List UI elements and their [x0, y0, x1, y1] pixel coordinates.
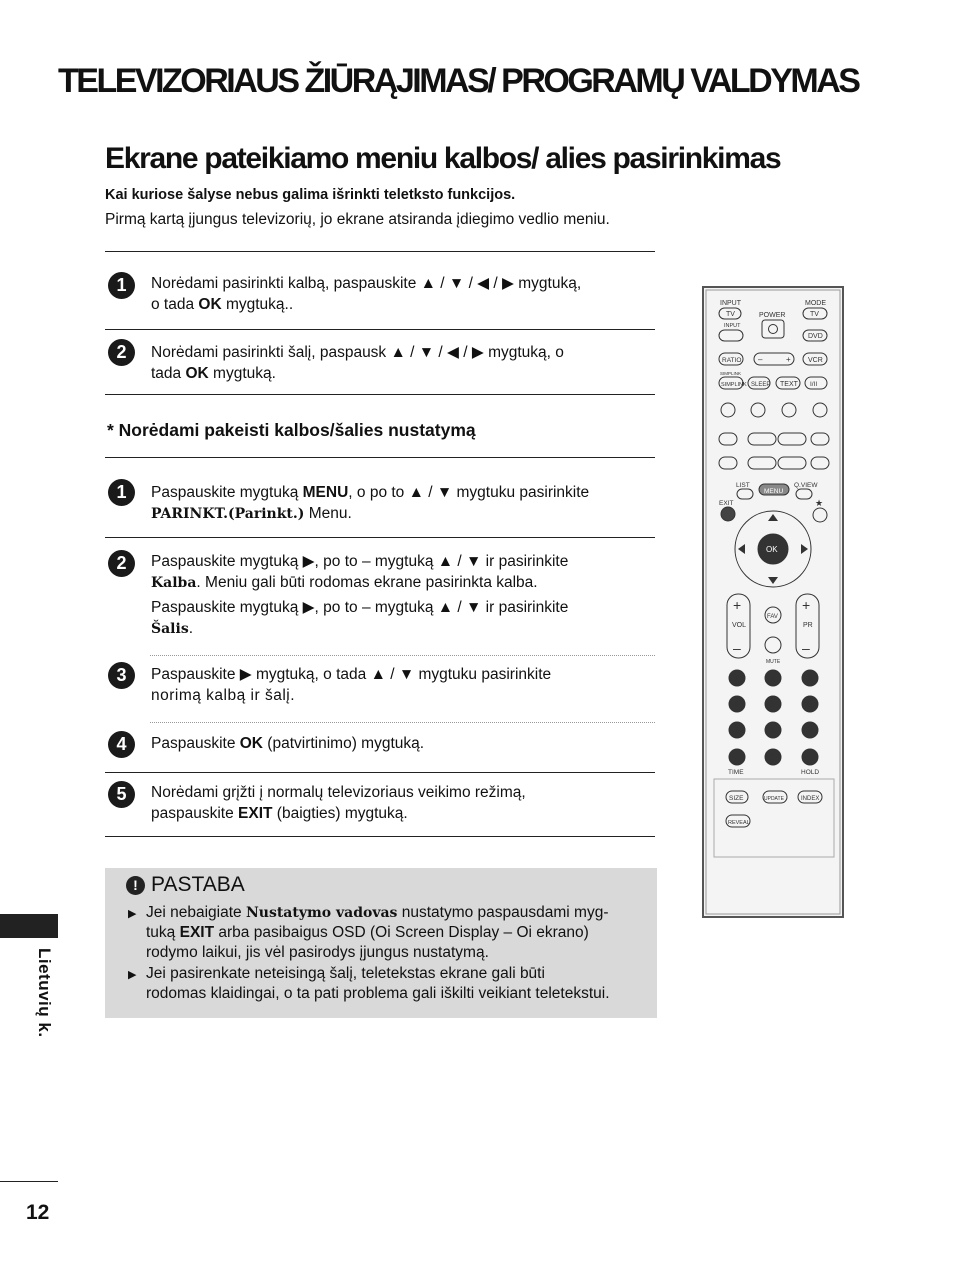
svg-text:EXIT: EXIT [719, 500, 734, 507]
step-number: 1 [108, 272, 135, 299]
svg-text:I/II: I/II [810, 381, 818, 388]
svg-text:RATIO: RATIO [722, 357, 742, 364]
step-3-text: Paspauskite ▶ mygtuką, o tada ▲ / ▼ mygtuku pasirinkite norimą kalbą ir šalį. [151, 666, 552, 704]
svg-text:9: 9 [807, 725, 813, 735]
triangle-bullet-icon: ▶ [128, 908, 137, 920]
divider [105, 394, 655, 395]
step-1-text: Paspauskite mygtuką MENU, o po to ▲ / ▼ mygtuku pasirinkite PARINKT.(Parinkt.) Menu. [151, 484, 590, 522]
step-number: 1 [108, 479, 135, 506]
step-2-text: Paspauskite mygtuką ▶, po to – mygtuką ▲ / ▼ ir pasirinkite Kalba. Meniu gali būti rodomas ekrane pasirinkta kalba. Paspauskite mygtuką ▶, po to – mygtuką ▲ / ▼ ir pasirinkite Šalis. [151, 553, 569, 637]
divider [105, 251, 655, 252]
divider [105, 329, 655, 330]
svg-text:–: – [802, 640, 810, 656]
step-number: 2 [108, 550, 135, 577]
svg-text:–: – [758, 355, 763, 364]
first-step-1-text: Norėdami pasirinkti kalbą, paspauskite ▲ / ▼ / ◀ / ▶ mygtuką, o tada OK mygtuką.. [151, 275, 582, 313]
svg-text:–: – [733, 640, 741, 656]
step-number: 3 [108, 662, 135, 689]
svg-text:VOL: VOL [732, 622, 747, 629]
exit-button [721, 507, 735, 521]
svg-text:MENU: MENU [764, 488, 784, 495]
language-side-label: Lietuvių k. [35, 948, 54, 1038]
change-settings-heading: * Norėdami pakeisti kalbos/šalies nustatymą [107, 420, 476, 440]
svg-text:8: 8 [770, 725, 776, 735]
svg-text:+: + [802, 597, 811, 613]
svg-text:0: 0 [770, 752, 776, 762]
svg-text:★: ★ [815, 498, 824, 508]
svg-text:INDEX: INDEX [801, 796, 820, 802]
divider [105, 772, 655, 773]
svg-text:PR: PR [803, 622, 813, 629]
divider [105, 836, 655, 837]
svg-text:DVD: DVD [808, 333, 823, 340]
svg-text:OK: OK [766, 545, 778, 554]
note-item-2: Jei pasirenkate neteisingą šalį, teletekstas ekrane gali būti rodomas klaidingai, o ta pati problema gali iškilti veikiant teletekstui. [146, 965, 610, 1002]
divider [105, 537, 655, 538]
svg-text:REVEAL: REVEAL [728, 820, 750, 826]
step-5-text: Norėdami grįžti į normalų televizoriaus veikimo režimą, paspauskite EXIT (baigties) mygtuką. [151, 784, 526, 822]
svg-text:TIME: TIME [728, 769, 744, 776]
first-step-2-text: Norėdami pasirinkti šalį, paspausk ▲ / ▼ / ◀ / ▶ mygtuką, o tada OK mygtuką. [151, 344, 564, 382]
svg-text:TEXT: TEXT [780, 381, 798, 388]
svg-text:FAV: FAV [767, 614, 778, 620]
power-label: POWER [759, 312, 786, 319]
step-number: 5 [108, 781, 135, 808]
svg-text:HOLD: HOLD [801, 769, 820, 776]
svg-text:SLEEP: SLEEP [751, 382, 771, 388]
svg-text:UPDATE: UPDATE [764, 796, 784, 802]
svg-text:+: + [786, 355, 791, 364]
svg-text:3: 3 [807, 673, 813, 683]
svg-text:4: 4 [734, 699, 740, 709]
svg-text:7: 7 [734, 725, 740, 735]
step-number: 4 [108, 731, 135, 758]
page-number: 12 [26, 1201, 50, 1224]
svg-text:2: 2 [770, 673, 776, 683]
divider [150, 655, 655, 656]
remote-control-illustration [702, 286, 844, 918]
input-label: INPUT [720, 300, 741, 307]
note-item-1: Jei nebaigiate Nustatymo vadovas nustatymo paspausdami myg- tuką EXIT arba pasibaigus OSD (Oi Screen Display – Oi ekrano) rodymo laikui, jis vėl pasirodys įjungus nustatymą. [146, 904, 609, 961]
svg-text:SIMPLINK: SIMPLINK [720, 371, 742, 376]
svg-text:6: 6 [807, 699, 813, 709]
svg-text:TV: TV [810, 311, 819, 318]
svg-text:+: + [733, 597, 742, 613]
intro-text: Pirmą kartą įjungus televizorių, jo ekrane atsiranda įdiegimo vedlio meniu. [105, 211, 610, 228]
divider [150, 722, 655, 723]
svg-text:5: 5 [770, 699, 776, 709]
page-header-title: TELEVIZORIAUS ŽIŪRĄJIMAS/ PROGRAMŲ VALDYMAS [58, 62, 859, 100]
exclamation-icon: ! [126, 876, 145, 895]
svg-text:1: 1 [734, 673, 740, 683]
svg-text:TV: TV [726, 311, 735, 318]
svg-text:MUTE: MUTE [766, 659, 781, 665]
side-tab-marker [0, 914, 58, 938]
section-title: Ekrane pateikiamo meniu kalbos/ alies pasirinkimas [105, 142, 781, 175]
divider [105, 457, 655, 458]
svg-text:SIZE: SIZE [729, 795, 744, 802]
svg-text:VCR: VCR [808, 357, 823, 364]
note-title: PASTABA [151, 873, 245, 896]
page-divider [0, 1181, 58, 1182]
triangle-bullet-icon: ▶ [128, 969, 137, 981]
svg-text:Q.VIEW: Q.VIEW [794, 482, 818, 489]
svg-text:LIST: LIST [736, 482, 750, 489]
intro-warning: Kai kuriose šalyse nebus galima išrinkti teletksto funkcijos. [105, 187, 516, 203]
step-number: 2 [108, 339, 135, 366]
step-4-text: Paspauskite OK (patvirtinimo) mygtuką. [151, 735, 425, 752]
svg-text:SIMPLINK: SIMPLINK [721, 382, 747, 388]
mode-label: MODE [805, 300, 826, 307]
svg-text:INPUT: INPUT [724, 323, 741, 329]
